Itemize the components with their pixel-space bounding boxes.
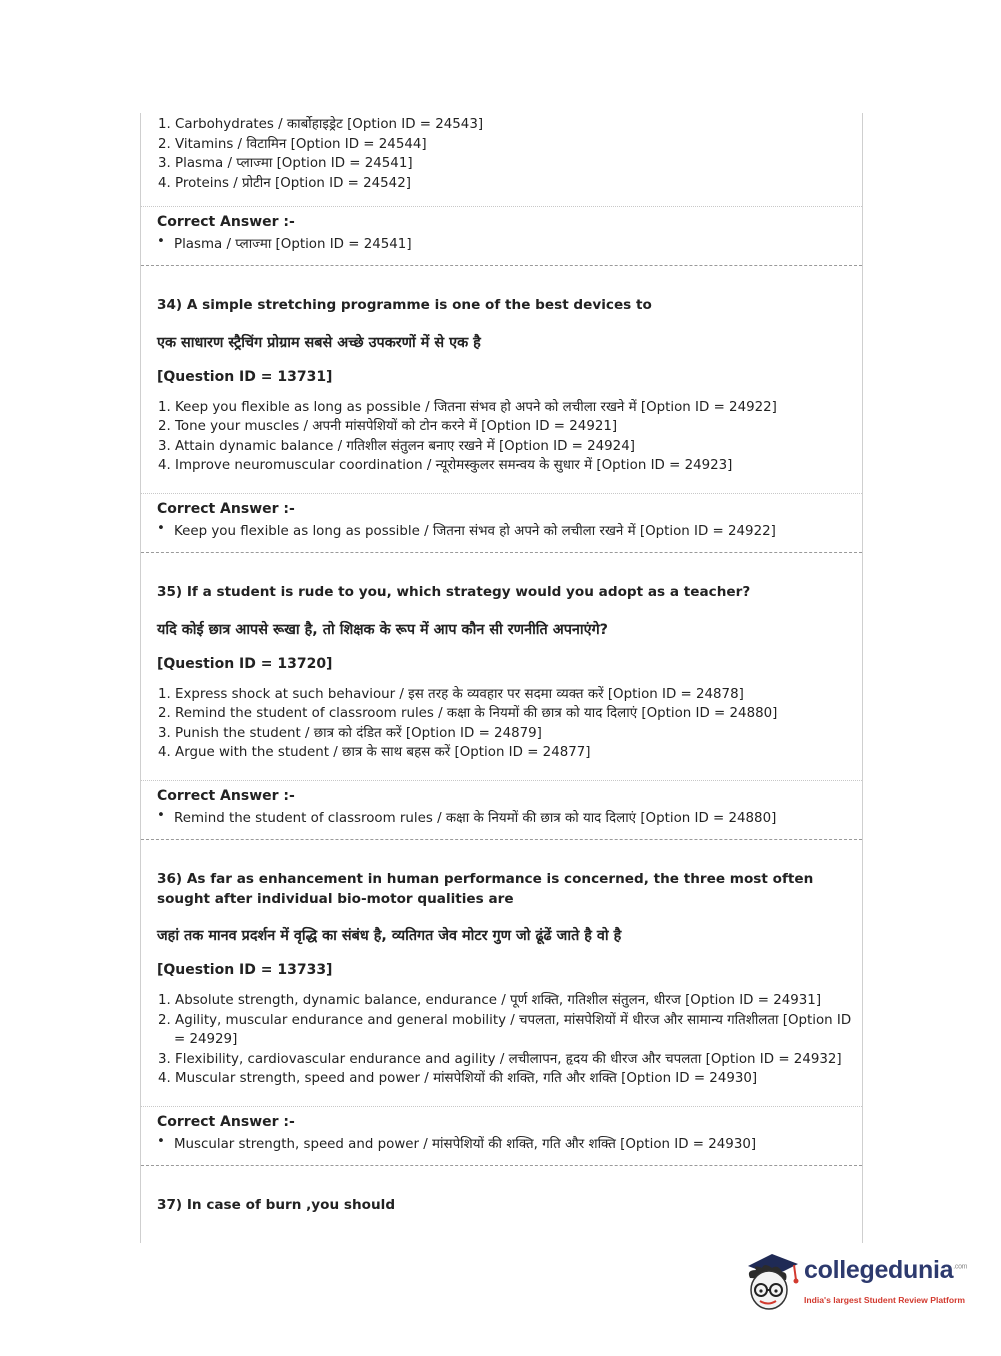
option-item: 4. Improve neuromuscular coordination / न्यूरोमस्कुलर समन्वय के सुधार में [Option ID = 24923] <box>158 458 733 473</box>
q36-options <box>141 991 862 1089</box>
question-separator <box>141 839 862 840</box>
divider <box>141 780 862 781</box>
q37-block <box>141 1196 862 1216</box>
q33-answer-block <box>141 214 862 252</box>
option-item: 1. Absolute strength, dynamic balance, endurance / पूर्ण शक्ति, गतिशील संतुलन, धीरज [Option ID = 24931] <box>158 993 822 1008</box>
question-text-hindi: यदि कोई छात्र आपसे रूखा है, तो शिक्षक के रूप में आप कौन सी रणनीति अपनाएंगे? <box>157 621 609 638</box>
correct-answer-label: Correct Answer :- <box>157 1114 295 1130</box>
option-item: 2. Tone your muscles / अपनी मांसपेशियों को टोन करने में [Option ID = 24921] <box>158 419 618 434</box>
logo-name: collegedunia <box>804 1256 954 1284</box>
logo-tagline: India's largest Student Review Platform <box>804 1295 966 1305</box>
q34-options <box>141 398 862 476</box>
correct-answer: • Remind the student of classroom rules / कक्षा के नियमों की छात्र को याद दिलाएं [Option ID = 24880] <box>141 808 862 826</box>
question-paper-sheet <box>140 113 863 1243</box>
correct-answer-label: Correct Answer :- <box>157 501 295 517</box>
correct-answer: • Keep you flexible as long as possible / जितना संभव हो अपने को लचीला रखने में [Option ID = 24922] <box>141 521 862 539</box>
q36-answer-block <box>141 1114 862 1152</box>
option-item: 2. Vitamins / विटामिन [Option ID = 24544] <box>158 136 427 152</box>
option-item: 1. Keep you flexible as long as possible / जितना संभव हो अपने को लचीला रखने में [Option ID = 24922] <box>158 399 777 415</box>
correct-answer-label: Correct Answer :- <box>157 788 295 804</box>
option-item: 4. Muscular strength, speed and power / मांसपेशियों की शक्ति, गति और शक्ति [Option ID = 24930] <box>158 1071 758 1086</box>
option-item: 3. Attain dynamic balance / गतिशील संतुलन बनाए रखने में [Option ID = 24924] <box>158 438 635 454</box>
question-text-english: 37) In case of burn ,you should <box>157 1197 396 1213</box>
option-item: 4. Argue with the student / छात्र के साथ बहस करें [Option ID = 24877] <box>158 745 591 760</box>
collegedunia-logo[interactable] <box>742 1250 972 1320</box>
question-separator <box>141 552 862 553</box>
logo-tm: .com <box>953 1263 968 1271</box>
question-text-hindi: जहां तक मानव प्रदर्शन में वृद्धि का संबंध है, व्यतिगत जेव मोटर गुण जो ढूंढें जाते है वो है <box>157 928 622 944</box>
mascot-icon <box>742 1250 802 1316</box>
logo-wordmark <box>804 1256 967 1285</box>
correct-answer: • Muscular strength, speed and power / मांसपेशियों की शक्ति, गति और शक्ति [Option ID = 24930] <box>141 1134 862 1152</box>
divider <box>141 493 862 494</box>
question-id: [Question ID = 13733] <box>157 962 333 978</box>
q35-answer-block <box>141 788 862 826</box>
divider <box>141 206 862 207</box>
q33-options <box>141 115 862 193</box>
question-separator <box>141 265 862 266</box>
correct-answer: • Plasma / प्लाज्मा [Option ID = 24541] <box>141 234 862 252</box>
q34-block <box>141 296 862 476</box>
option-item: 1. Express shock at such behaviour / इस तरह के व्यवहार पर सदमा व्यक्त करें [Option ID = 24878] <box>158 686 744 702</box>
q33-options-block <box>141 115 862 193</box>
option-item: 3. Flexibility, cardiovascular endurance and agility / लचीलापन, हृदय की धीरज और चपलता [Option ID = 24932] <box>158 1051 842 1067</box>
q35-block <box>141 583 862 763</box>
q35-options <box>141 685 862 763</box>
option-item: 3. Punish the student / छात्र को दंडित करें [Option ID = 24879] <box>158 725 542 741</box>
option-item: 3. Plasma / प्लाज्मा [Option ID = 24541] <box>158 156 413 171</box>
question-separator <box>141 1165 862 1166</box>
option-item: 2. Agility, muscular endurance and general mobility / चपलता, मांसपेशियों में धीरज और सामान्य गतिशीलता [Option ID = 24929] <box>158 1012 852 1047</box>
question-text-english: 35) If a student is rude to you, which strategy would you adopt as a teacher? <box>157 584 751 600</box>
question-text-english: 36) As far as enhancement in human performance is concerned, the three most often sought after individual bio-motor qualities are <box>157 871 814 907</box>
option-item: 2. Remind the student of classroom rules / कक्षा के नियमों की छात्र को याद दिलाएं [Option ID = 24880] <box>158 706 778 721</box>
divider <box>141 1106 862 1107</box>
option-item: 4. Proteins / प्रोटीन [Option ID = 24542] <box>158 175 411 191</box>
correct-answer-label: Correct Answer :- <box>157 214 295 230</box>
question-id: [Question ID = 13731] <box>157 368 333 385</box>
option-item: 1. Carbohydrates / कार्बोहाइड्रेट [Option ID = 24543] <box>158 117 484 132</box>
question-text-hindi: एक साधारण स्ट्रैचिंग प्रोग्राम सबसे अच्छे उपकरणों में से एक है <box>157 334 481 351</box>
question-text-english: 34) A simple stretching programme is one of the best devices to <box>157 297 652 313</box>
question-id: [Question ID = 13720] <box>157 655 333 672</box>
q34-answer-block <box>141 501 862 539</box>
q36-block <box>141 870 862 1089</box>
